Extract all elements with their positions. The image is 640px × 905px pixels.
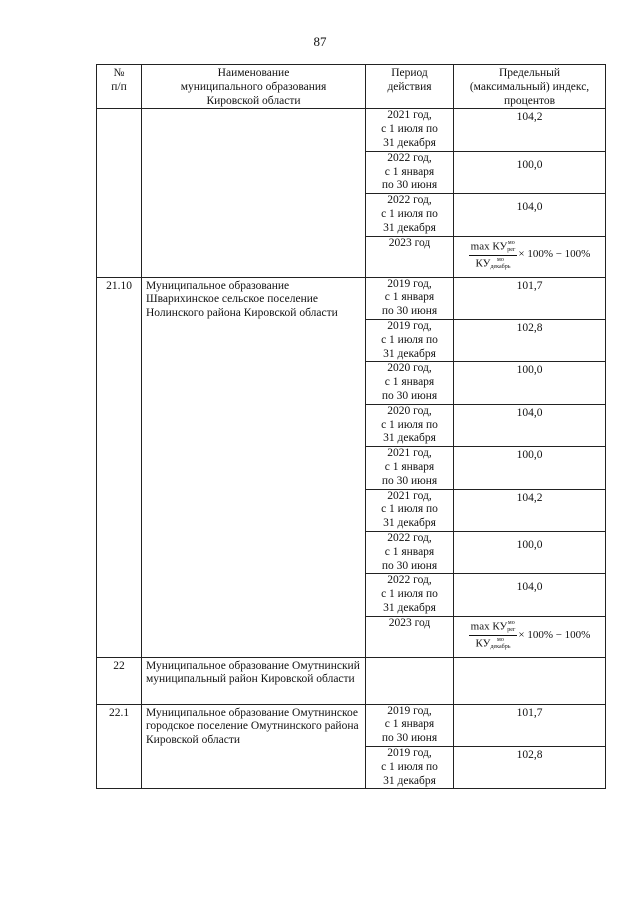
index-cell <box>454 531 606 573</box>
row-num: 22 <box>97 657 142 704</box>
index-formula <box>454 237 605 273</box>
index-value: 102,8 <box>516 749 543 762</box>
period-cell: 2022 год, с 1 июля по 31 декабря <box>366 194 454 236</box>
index-formula-cell <box>454 236 606 277</box>
index-cell <box>454 109 606 151</box>
period-cell: 2019 год, с 1 июля по 31 декабря <box>366 747 454 789</box>
index-cell <box>454 277 606 319</box>
index-cell <box>454 194 606 236</box>
index-value: 104,0 <box>516 406 543 419</box>
formula-sub: рег <box>507 246 516 253</box>
row-name: Муниципальное образование Омутнинский муниципальный район Кировской области <box>142 657 366 704</box>
period-cell: 2019 год, с 1 июля по 31 декабря <box>366 319 454 361</box>
index-value: 104,0 <box>516 581 543 594</box>
period-cell: 2020 год, с 1 июля по 31 декабря <box>366 404 454 446</box>
formula-sup: мо <box>507 239 515 246</box>
formula-denominator: КУ <box>475 637 491 650</box>
index-cell <box>454 489 606 531</box>
index-cell <box>454 362 606 404</box>
header-name: Наименование муниципального образования Кировской области <box>142 65 366 109</box>
index-cell <box>454 574 606 616</box>
tariff-index-table <box>96 64 606 789</box>
period-cell: 2023 год <box>366 236 454 277</box>
period-cell <box>366 657 454 704</box>
index-value: 104,2 <box>516 111 543 124</box>
index-value: 104,2 <box>516 491 543 504</box>
index-value: 104,0 <box>516 201 543 214</box>
index-cell <box>454 704 606 746</box>
index-cell <box>454 657 606 704</box>
index-formula <box>454 617 605 653</box>
header-index: Предельный (максимальный) индекс, процентов <box>454 65 606 109</box>
formula-fraction <box>469 240 518 272</box>
index-cell <box>454 151 606 193</box>
period-cell: 2020 год, с 1 января по 30 июня <box>366 362 454 404</box>
period-cell: 2021 год, с 1 июля по 31 декабря <box>366 489 454 531</box>
period-cell: 2022 год, с 1 января по 30 июня <box>366 531 454 573</box>
period-cell: 2019 год, с 1 января по 30 июня <box>366 277 454 319</box>
index-value: 100,0 <box>516 364 543 377</box>
period-cell: 2022 год, с 1 июля по 31 декабря <box>366 574 454 616</box>
row-num: 21.10 <box>97 277 142 657</box>
formula-sup: мо <box>507 619 515 626</box>
index-value: 100,0 <box>516 449 543 462</box>
index-value: 101,7 <box>516 706 543 719</box>
index-cell <box>454 747 606 789</box>
formula-sub: декабрь <box>490 263 511 270</box>
formula-sup: мо <box>497 256 504 263</box>
formula-denominator: КУ <box>475 257 491 270</box>
table-row <box>97 657 606 704</box>
header-num: № п/п <box>97 65 142 109</box>
index-formula-cell <box>454 616 606 657</box>
table-row <box>97 277 606 319</box>
formula-rest: × 100% − 100% <box>518 628 591 641</box>
formula-sub: рег <box>507 626 516 633</box>
period-cell: 2021 год, с 1 января по 30 июня <box>366 447 454 489</box>
row-num <box>97 109 142 277</box>
row-name: Муниципальное образование Омутнинское городское поселение Омутнинского района Кировской области <box>142 704 366 789</box>
index-value: 100,0 <box>516 538 543 551</box>
formula-sup: мо <box>497 637 504 644</box>
period-cell: 2019 год, с 1 января по 30 июня <box>366 704 454 746</box>
table-row <box>97 704 606 746</box>
table-row <box>97 109 606 151</box>
formula-numerator: max КУ <box>470 240 508 253</box>
page-number: 87 <box>313 34 327 49</box>
row-name: Муниципальное образование Шварихинское сельское поселение Нолинского района Кировской области <box>142 277 366 657</box>
period-cell: 2021 год, с 1 июля по 31 декабря <box>366 109 454 151</box>
header-period: Период действия <box>366 65 454 109</box>
formula-fraction <box>469 620 518 652</box>
index-cell <box>454 319 606 361</box>
index-cell <box>454 447 606 489</box>
period-cell: 2022 год, с 1 января по 30 июня <box>366 151 454 193</box>
formula-numerator: max КУ <box>470 620 508 633</box>
index-cell <box>454 404 606 446</box>
index-value: 102,8 <box>516 321 543 334</box>
index-value: 101,7 <box>516 279 543 292</box>
row-num: 22.1 <box>97 704 142 789</box>
formula-sub: декабрь <box>490 644 511 651</box>
row-name <box>142 109 366 277</box>
table-header-row <box>97 65 606 109</box>
index-value: 100,0 <box>516 158 543 171</box>
formula-rest: × 100% − 100% <box>518 248 591 261</box>
period-cell: 2023 год <box>366 616 454 657</box>
